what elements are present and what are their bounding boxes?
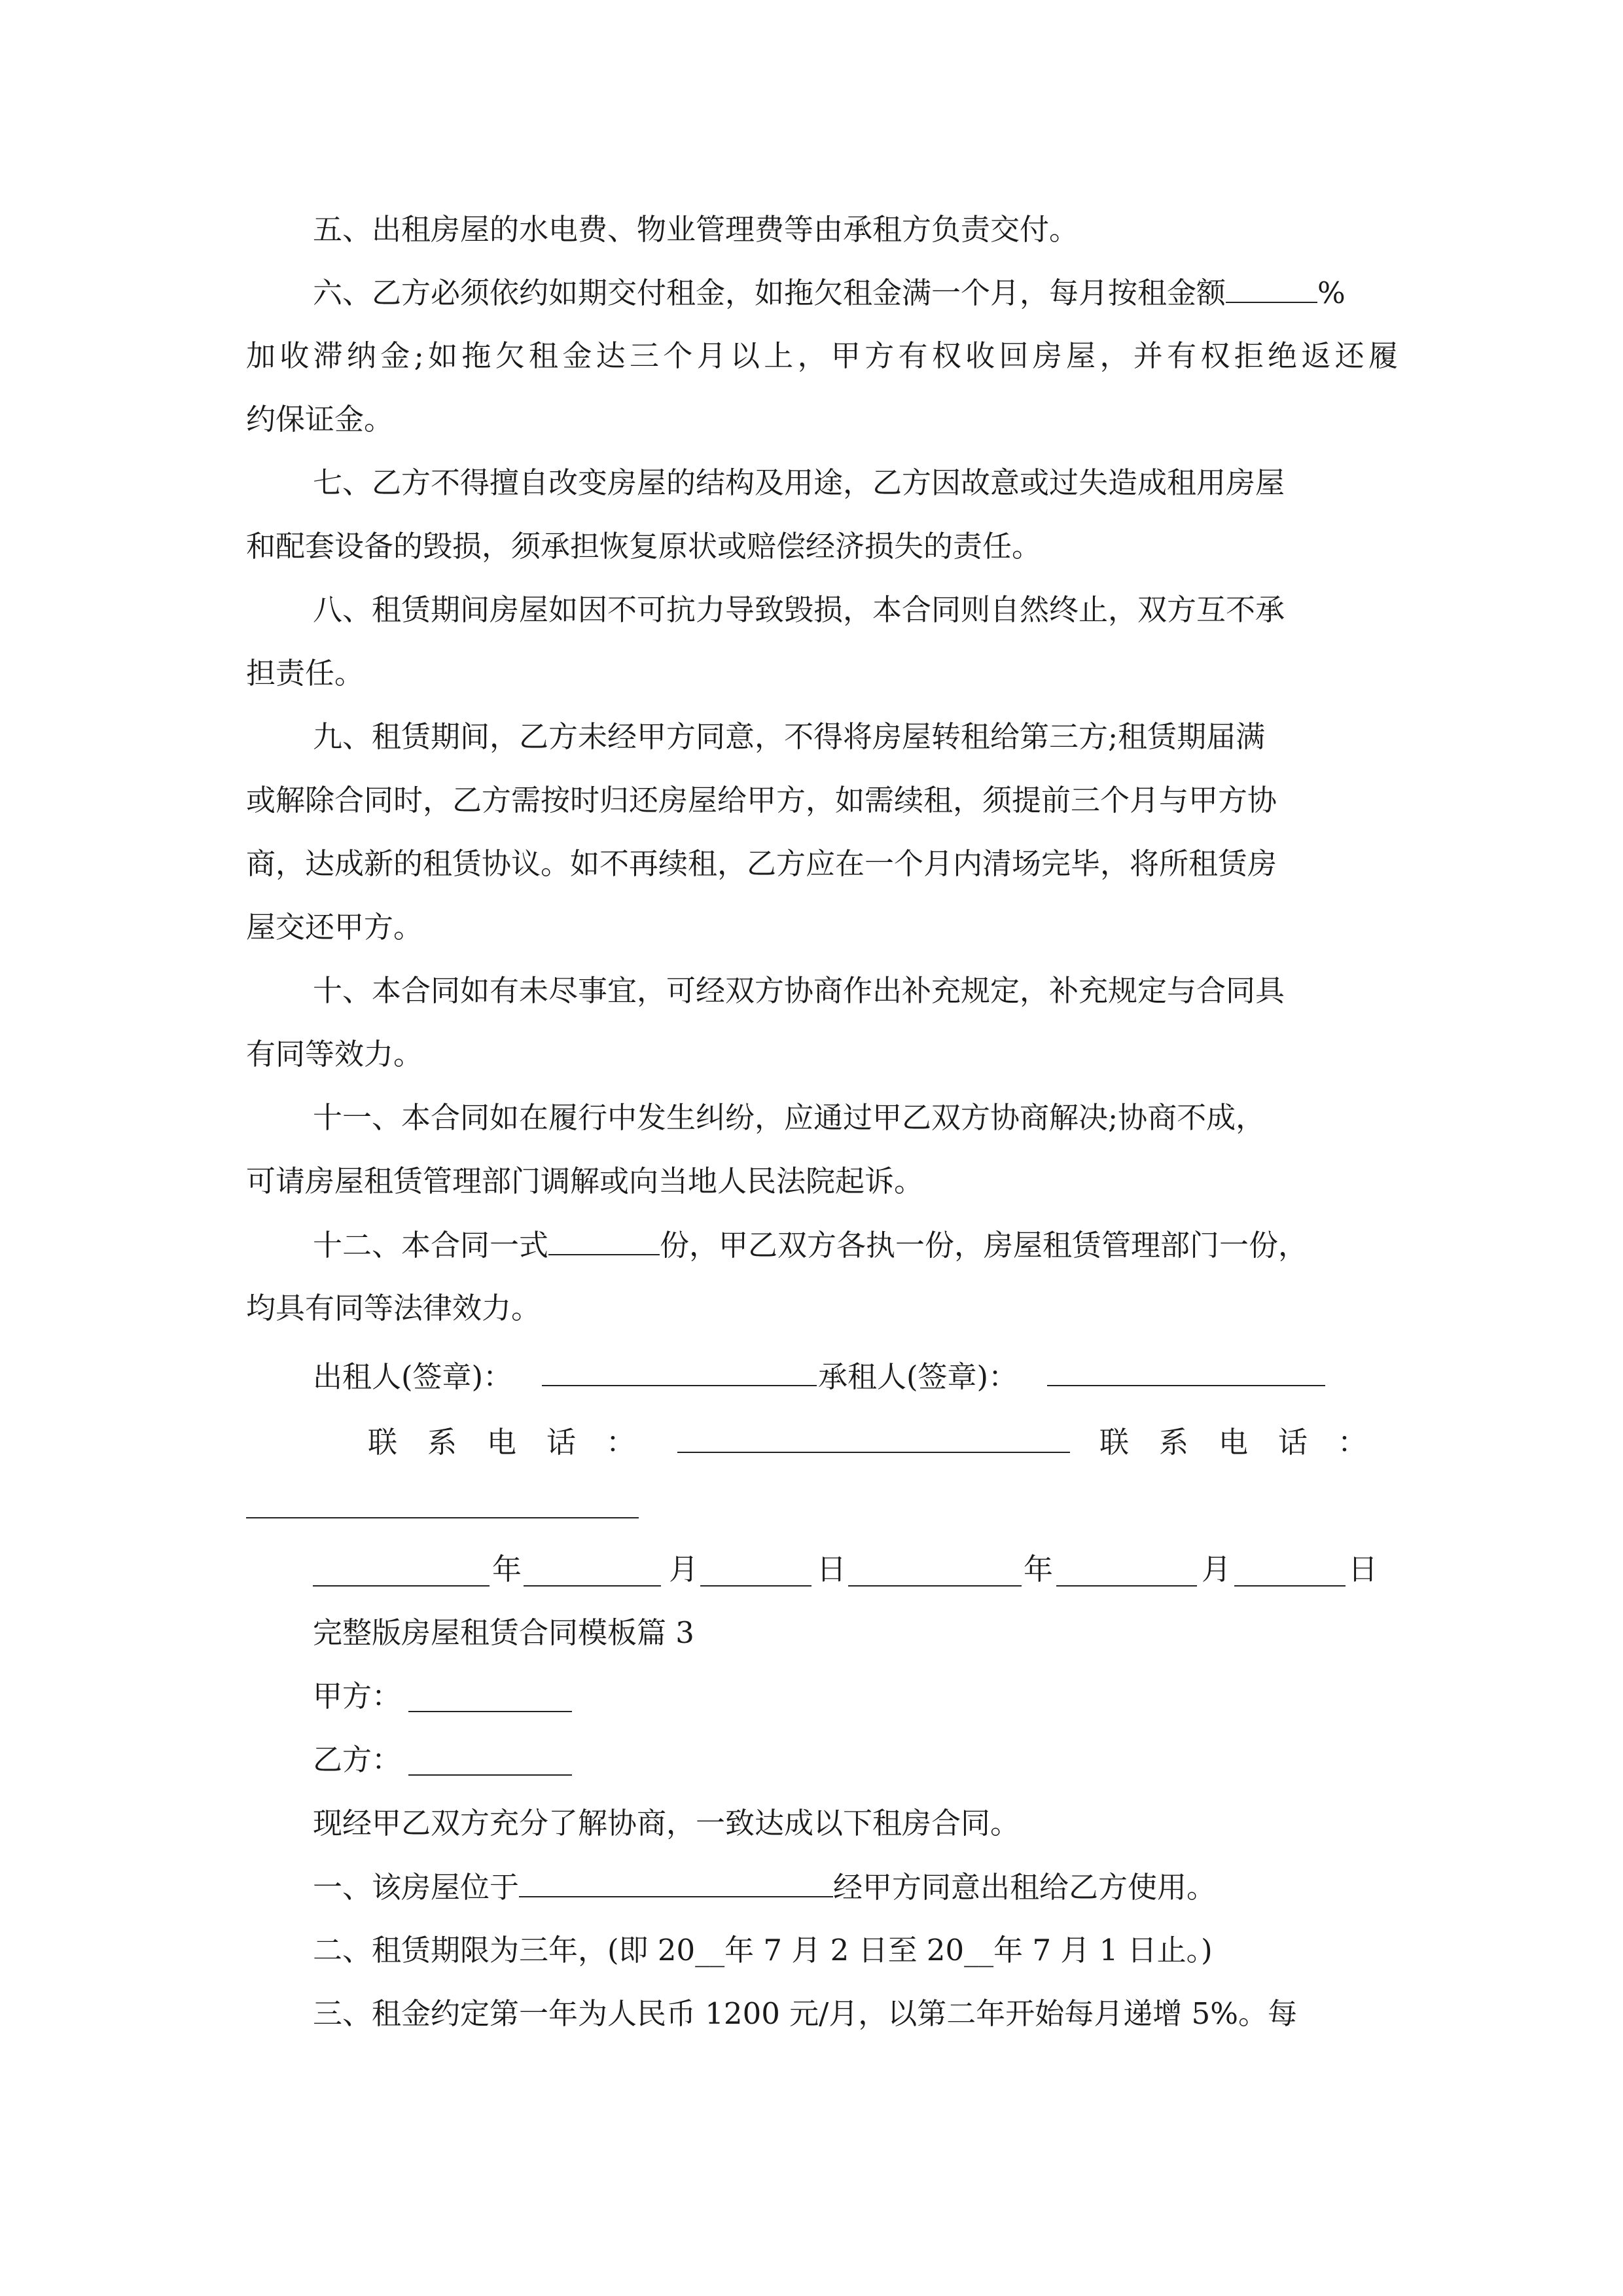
clause-6-line-2 [246,336,1398,376]
section-3-clause-3-text: 三、租金约定第一年为人民币 1200 元/月，以第二年开始每月递增 5%。每 [313,1996,1297,2031]
lessee-year-label: 年 [1024,1552,1054,1587]
clause-11-text-b: 可请房屋租赁管理部门调解或向当地人民法院起诉。 [246,1164,924,1198]
clause-8-text-b: 担责任。 [246,656,365,691]
clause-9-text-d: 屋交还甲方。 [246,910,423,944]
party-a-blank[interactable] [408,1711,572,1712]
clause-11-line-1 [313,1098,1399,1138]
lessee-day-blank[interactable] [1234,1585,1346,1587]
clause-9-line-4 [246,908,1398,947]
clause-9-text-b: 或解除合同时，乙方需按时归还房屋给甲方，如需续租，须提前三个月与甲方协 [246,783,1277,817]
section-3-clause-1-text-a: 一、该房屋位于 [313,1870,520,1905]
lessor-month-blank[interactable] [524,1585,661,1587]
clause-6-text-a: 六、乙方必须依约如期交付租金，如拖欠租金满一个月，每月按租金额 [313,276,1226,310]
lessee-month-blank[interactable] [1056,1585,1197,1587]
copies-count-blank[interactable] [548,1225,660,1255]
clause-7-text-b: 和配套设备的毁损，须承担恢复原状或赔偿经济损失的责任。 [246,529,1042,564]
section-3-clause-2-text: 二、租赁期限为三年，(即 20__年 7 月 2 日至 20__年 7 月 1 日止。) [313,1933,1213,1967]
clause-9-line-3 [246,844,1398,884]
section-3-clause-3 [313,1994,1399,2034]
lessor-month-label: 月 [669,1552,699,1587]
party-a-label: 甲方： [313,1679,402,1713]
clause-8-text-a: 八、租赁期间房屋如因不可抗力导致毁损，本合同则自然终止，双方互不承 [313,592,1285,627]
lessee-year-blank[interactable] [848,1585,1022,1587]
clause-5-text: 五、出租房屋的水电费、物业管理费等由承租方负责交付。 [313,212,1079,247]
lessor-year-label: 年 [492,1552,522,1587]
clause-5 [313,210,1399,249]
clause-12-text-b: 份，甲乙双方各执一份，房屋租赁管理部门一份， [660,1228,1308,1263]
house-location-blank[interactable] [519,1867,833,1897]
clause-6-text-b: 加收滞纳金;如拖欠租金达三个月以上，甲方有权收回房屋，并有权拒绝返还履 [246,338,1398,373]
clause-8-line-1 [313,590,1399,630]
clause-6-text-c: 约保证金。 [246,402,394,437]
clause-7-line-2 [246,527,1398,566]
section-3-title-text: 完整版房屋租赁合同模板篇 3 [313,1615,694,1650]
lessor-year-blank[interactable] [313,1585,490,1587]
clause-12-line-2 [246,1289,1398,1328]
clause-9-text-c: 商，达成新的租赁协议。如不再续租，乙方应在一个月内清场完毕，将所租赁房 [246,846,1277,881]
section-3-intro-text: 现经甲乙双方充分了解协商，一致达成以下租房合同。 [313,1806,1020,1840]
clause-6-line-1 [313,273,1399,312]
section-3-clause-1 [313,1867,1399,1907]
clause-10-text-a: 十、本合同如有未尽事宜，可经双方协商作出补充规定，补充规定与合同具 [313,973,1285,1008]
lessor-day-label: 日 [817,1552,847,1587]
section-3-clause-2 [313,1931,1399,1970]
party-b-blank[interactable] [408,1774,572,1776]
lessor-phone-label: 联系电话： [368,1425,666,1460]
clause-12-line-1 [313,1225,1399,1265]
lessee-signature-label: 承租人(签章)： [818,1359,1018,1394]
lessee-phone-blank[interactable] [246,1517,639,1518]
lessee-phone-label: 联系电话： [1099,1425,1398,1460]
clause-11-text-a: 十一、本合同如在履行中发生纠纷，应通过甲乙双方协商解决;协商不成， [313,1100,1266,1135]
party-b-label: 乙方： [313,1742,402,1777]
clause-9-line-1 [313,717,1399,757]
clause-7-text-a: 七、乙方不得擅自改变房屋的结构及用途，乙方因故意或过失造成租用房屋 [313,465,1285,500]
section-3-clause-1-text-b: 经甲方同意出租给乙方使用。 [833,1870,1217,1905]
lessee-day-label: 日 [1348,1552,1378,1587]
late-fee-percent-blank[interactable] [1226,273,1317,303]
clause-10-line-1 [313,971,1399,1011]
section-3-intro [313,1804,1399,1843]
lessor-day-blank[interactable] [700,1585,812,1587]
clause-10-text-b: 有同等效力。 [246,1037,423,1071]
percent-sign: % [1317,276,1346,310]
clause-6-line-3 [246,400,1398,439]
clause-10-line-2 [246,1035,1398,1074]
clause-8-line-2 [246,654,1398,693]
section-3-title [313,1613,1399,1653]
clause-7-line-1 [313,463,1399,503]
clause-11-line-2 [246,1162,1398,1201]
clause-9-text-a: 九、租赁期间，乙方未经甲方同意，不得将房屋转租给第三方;租赁期届满 [313,719,1266,754]
lessor-phone-blank[interactable] [677,1452,1070,1453]
lessor-signature-label: 出租人(签章)： [313,1359,513,1394]
clause-9-line-2 [246,781,1398,820]
clause-12-text-c: 均具有同等法律效力。 [246,1291,541,1325]
clause-12-text-a: 十二、本合同一式 [313,1228,549,1263]
lessor-signature-blank[interactable] [542,1385,817,1386]
lessee-signature-blank[interactable] [1047,1385,1325,1386]
lessee-month-label: 月 [1202,1552,1232,1587]
